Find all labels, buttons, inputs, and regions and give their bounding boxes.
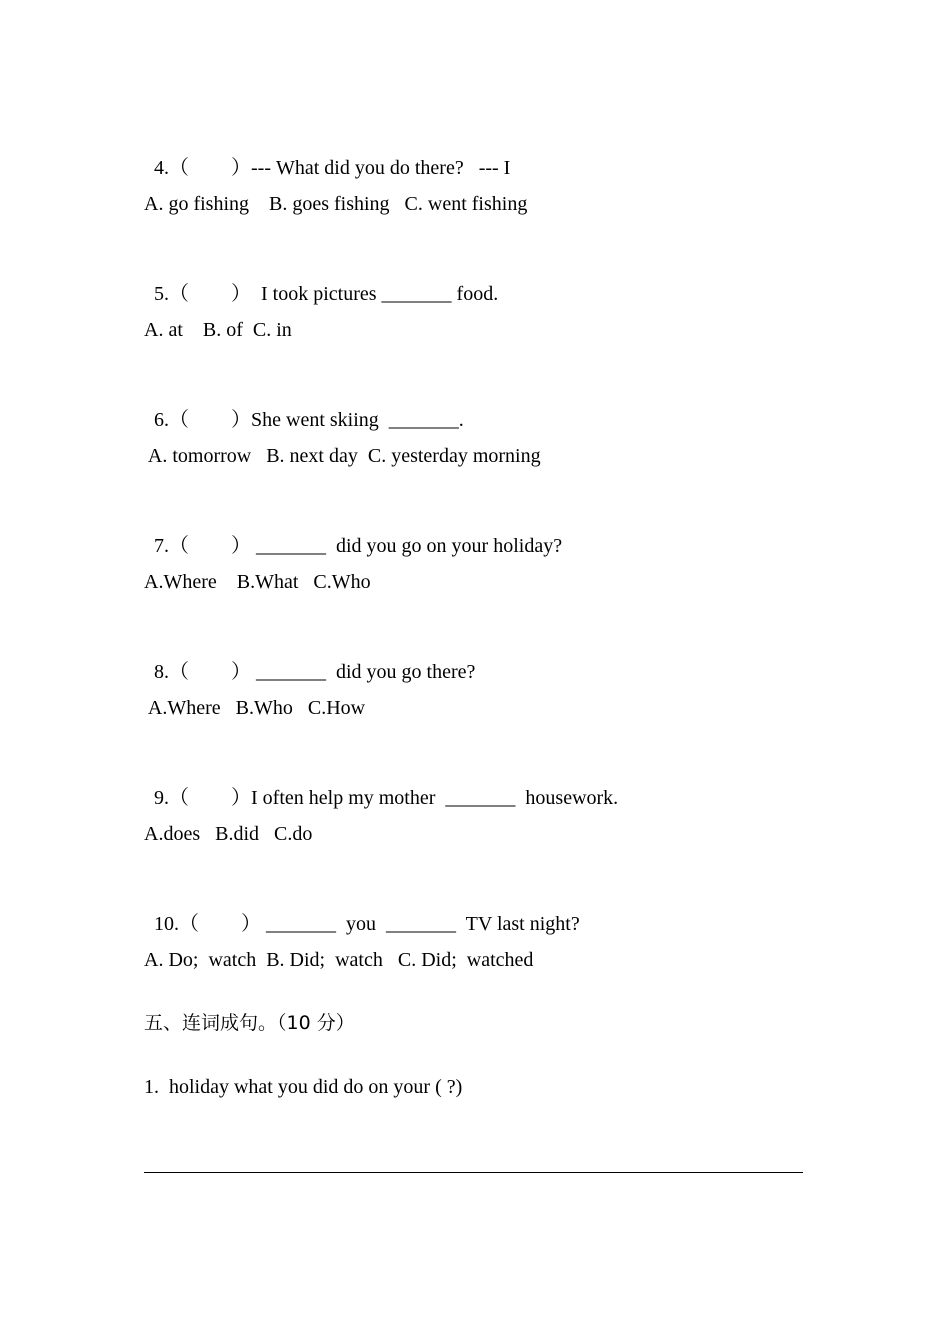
question-6-options: A. tomorrow B. next day C. yesterday morning [144,445,541,467]
question-10-number: 10.（ [154,913,199,935]
question-5-stem-before: I took pictures [261,283,382,305]
question-10-options: A. Do; watch B. Did; watch C. Did; watched [144,949,534,971]
question-6-stem-before: She went skiing [251,409,389,431]
question-7-number: 7.（ [154,535,189,557]
question-5 [144,255,498,307]
question-6-number: 6.（ [154,409,189,431]
question-4-options: A. go fishing B. goes fishing C. went fishing [144,193,528,215]
question-7-paren: ） [231,535,251,557]
question-5-options: A. at B. of C. in [144,319,292,341]
question-10-stem-mid: you [336,913,386,935]
question-6-blank[interactable]: _______. [388,409,464,431]
question-5-number: 5.（ [154,283,189,305]
question-9-paren: ） [231,787,251,809]
question-7-blank[interactable]: _______ [256,535,326,557]
question-7-options: A.Where B.What C.Who [144,571,371,593]
question-8-options: A.Where B.Who C.How [144,697,366,719]
question-5-stem-after: food. [451,283,499,305]
question-8 [144,633,475,685]
question-8-paren: ） [231,661,251,683]
question-4-stem: --- What did you do there? --- I [251,157,511,179]
question-4 [144,129,510,181]
question-10-stem-after: TV last night? [456,913,580,935]
question-6 [144,381,464,433]
question-8-number: 8.（ [154,661,189,683]
question-6-paren: ） [231,409,251,431]
question-9-stem-before: I often help my mother [251,787,446,809]
section-5-item-1: 1. holiday what you did do on your ( ?) [144,1076,463,1098]
question-9-blank[interactable]: _______ [445,787,516,809]
question-4-paren: ） [231,157,251,179]
question-5-paren: ） [231,283,251,305]
question-9-stem-after: housework. [515,787,619,809]
answer-line[interactable] [144,1172,803,1173]
question-9-number: 9.（ [154,787,189,809]
question-10-blank-1[interactable]: _______ [266,913,336,935]
question-7 [144,507,562,559]
question-10 [144,885,580,937]
question-10-paren: ） [241,913,261,935]
question-8-blank[interactable]: _______ [256,661,326,683]
question-4-number: 4.（ [154,157,189,179]
question-7-stem-after: did you go on your holiday? [326,535,563,557]
question-9 [144,759,618,811]
question-9-options: A.does B.did C.do [144,823,313,845]
question-8-stem-after: did you go there? [326,661,476,683]
section-5-heading: 五、连词成句。（10 分） [144,1012,355,1034]
question-10-blank-2[interactable]: _______ [386,913,456,935]
question-5-blank[interactable]: _______ [381,283,452,305]
